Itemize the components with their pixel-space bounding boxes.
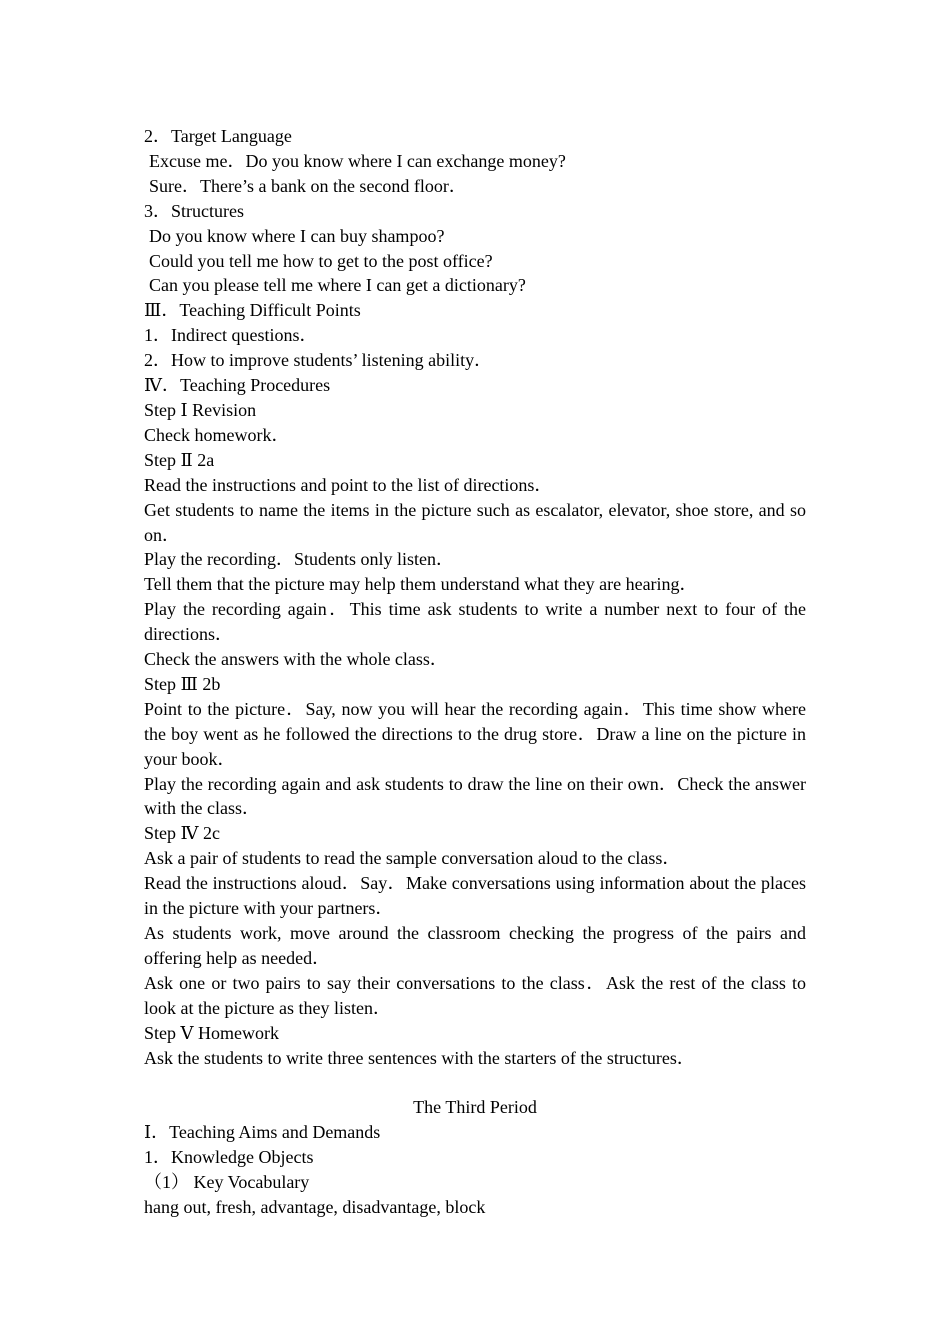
text-line: Ⅲ．Teaching Difficult Points [144, 300, 361, 321]
text-line: Check the answers with the whole class． [144, 649, 448, 670]
text-line: Excuse me．Do you know where I can exchange money? [149, 150, 566, 171]
text-line: 1．Indirect questions． [144, 325, 318, 346]
text-line: Ask the students to write three sentences with the starters of the structures． [144, 1047, 695, 1068]
text-line: 1．Knowledge Objects [144, 1147, 314, 1168]
text-line: Ⅳ．Teaching Procedures [144, 375, 331, 396]
text-line: Step Ⅴ Homework [144, 1022, 279, 1043]
text-line: Step Ⅰ Revision [144, 399, 257, 420]
text-paragraph: Play the recording again and ask students to draw the line on their own．Check the answer with the class． [144, 773, 806, 819]
text-line: Step Ⅳ 2c [144, 823, 220, 844]
text-line: Do you know where I can buy shampoo? [149, 225, 445, 246]
text-paragraph: Point to the picture．Say, now you will hear the recording again．This time show where the boy went as he followed the directions to the drug store．Draw a line on the picture in your book． [144, 698, 806, 769]
document-page [144, 124, 806, 1220]
text-paragraph: As students work, move around the classroom checking the progress of the pairs and offering help as needed． [144, 923, 806, 968]
text-line: Could you tell me how to get to the post office? [149, 250, 493, 271]
text-line: 2．Target Language [144, 126, 292, 146]
text-line: Step Ⅲ 2b [144, 673, 221, 694]
text-paragraph: Read the instructions aloud．Say．Make conversations using information about the places in the picture with your partners． [144, 873, 806, 919]
text-paragraph: Get students to name the items in the picture such as escalator, elevator, shoe store, and so on． [144, 499, 806, 545]
text-line: 3．Structures [144, 200, 244, 221]
text-line: Play the recording．Students only listen． [144, 549, 454, 570]
text-line: 2．How to improve students’ listening ability． [144, 350, 493, 371]
text-line: Check homework． [144, 424, 290, 445]
text-line: Ask a pair of students to read the sample conversation aloud to the class． [144, 848, 681, 869]
text-line: （1） Key Vocabulary [144, 1172, 310, 1193]
text-line: Read the instructions and point to the list of directions． [144, 474, 553, 495]
blank-line [144, 1070, 806, 1095]
text-line: Sure．There’s a bank on the second floor． [149, 175, 467, 196]
text-paragraph: Play the recording again．This time ask students to write a number next to four of the directions． [144, 599, 806, 645]
text-line: Ⅰ．Teaching Aims and Demands [144, 1122, 381, 1143]
text-paragraph: Ask one or two pairs to say their conversations to the class．Ask the rest of the class to look at the picture as they listen． [144, 972, 806, 1018]
text-line: Can you please tell me where I can get a dictionary? [149, 275, 526, 296]
section-title: The Third Period [413, 1097, 537, 1118]
text-line: Step Ⅱ 2a [144, 449, 215, 470]
text-line: Tell them that the picture may help them understand what they are hearing． [144, 574, 698, 595]
text-line: hang out, fresh, advantage, disadvantage, block [144, 1196, 486, 1217]
